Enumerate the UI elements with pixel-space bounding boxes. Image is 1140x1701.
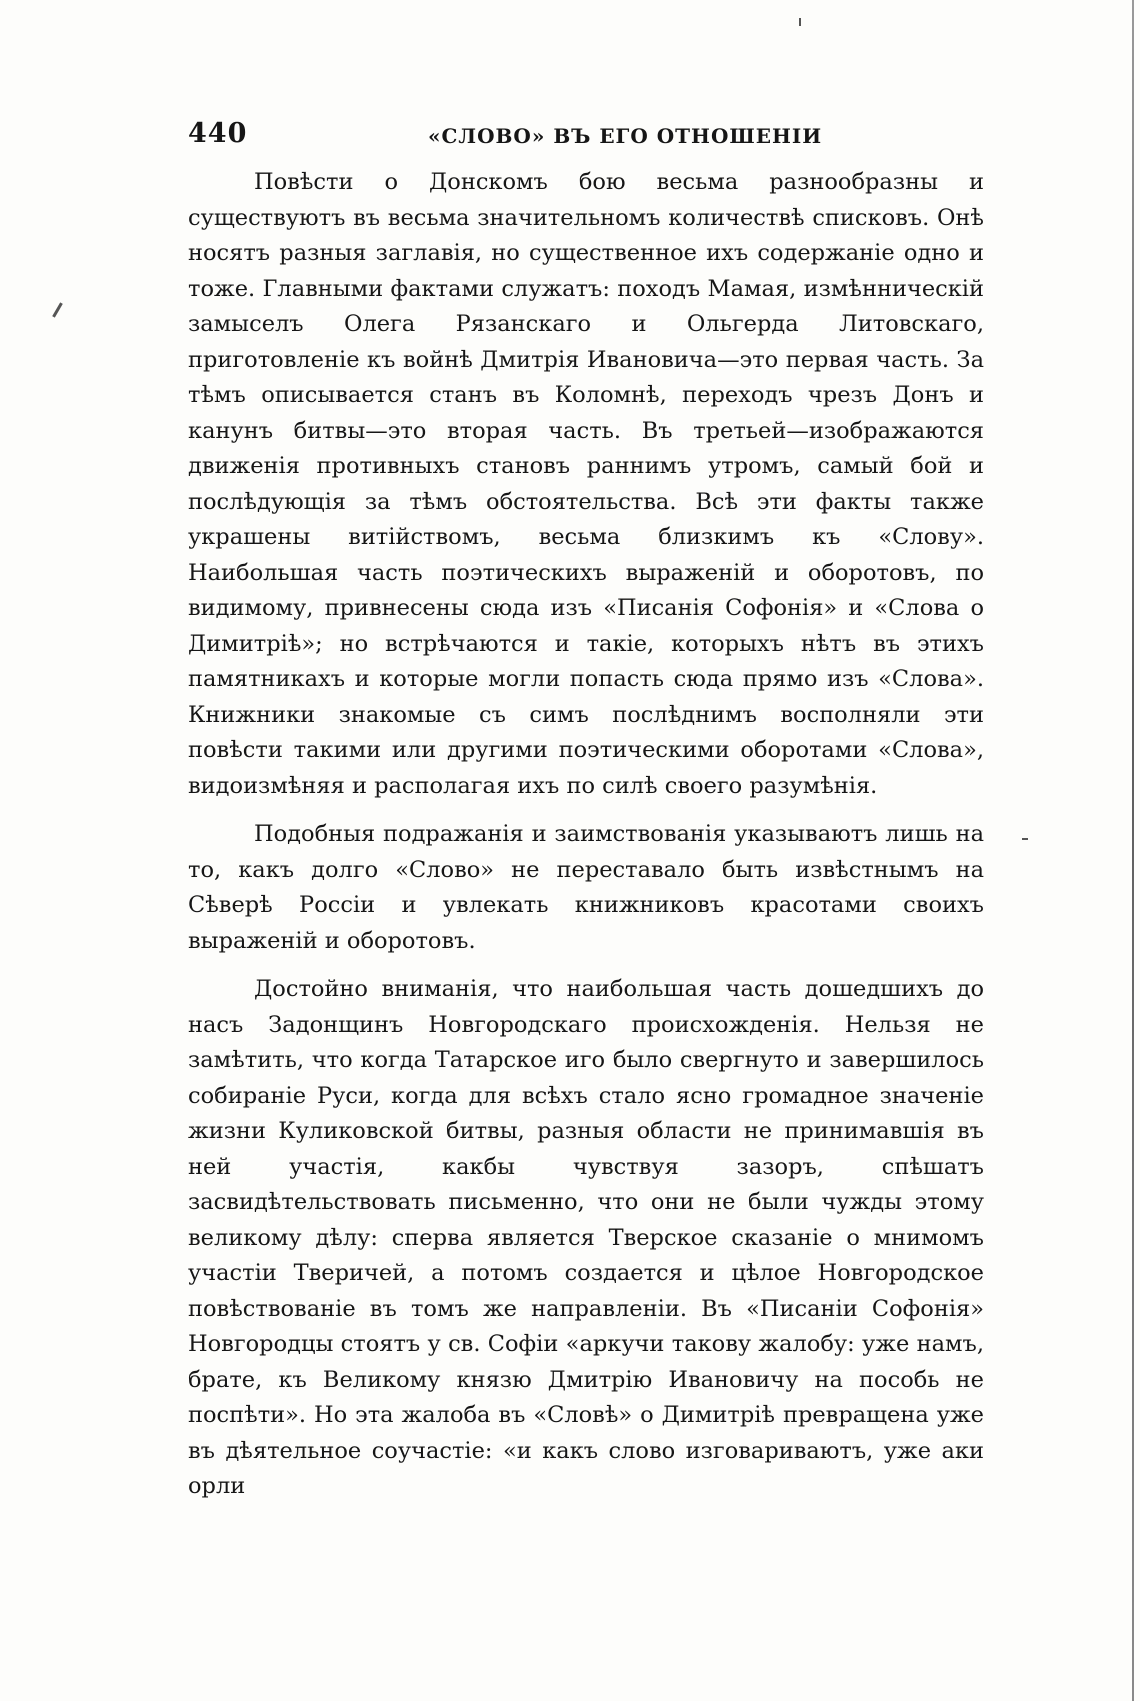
margin-mark — [799, 18, 801, 26]
margin-mark — [52, 302, 63, 317]
paragraph-3: Достойно вниманія, что наибольшая часть дошедшихъ до насъ Задонщинъ Новгородскаго происхожденія. Нельзя не замѣтить, что когда Татарское иго было свергнуто и завершилось собираніе Руси, когда для всѣхъ стало ясно громадное значеніе жизни Куликовской битвы, разныя области не принимавшія въ ней участія, какбы чувствуя зазоръ, спѣшатъ засвидѣтельствовать письменно, что они не были чужды этому великому дѣлу: сперва является Тверское сказаніе о мнимомъ участіи Тверичей, а потомъ создается и цѣлое Новгородское повѣствованіе въ томъ же направленіи. Въ «Писаніи Софонія» Новгородцы стоятъ у св. Софіи «аркучи такову жалобу: уже намъ, брате, къ Великому князю Дмитрію Ивановичу на пособь не поспѣти». Но эта жалоба въ «Словѣ» о Димитріѣ превращена уже въ дѣятельное соучастіе: «и какъ слово изговариваютъ, уже аки орли — [188, 976, 984, 1499]
margin-mark — [1022, 838, 1028, 840]
page-header — [188, 118, 988, 158]
page-number: 440 — [188, 118, 248, 149]
paragraph-1: Повѣсти о Донскомъ бою весьма разнообразны и существуютъ въ весьма значительномъ количествѣ списковъ. Онѣ носятъ разныя заглавія, но существенное ихъ содержаніе одно и тоже. Главными фактами служатъ: походъ Мамая, измѣнническій замыселъ Олега Рязанскаго и Ольгерда Литовскаго, приготовленіе къ войнѣ Дмитрія Ивановича—это первая часть. За тѣмъ описывается станъ въ Коломнѣ, переходъ чрезъ Донъ и канунъ битвы—это вторая часть. Въ третьей—изображаются движенія противныхъ становъ раннимъ утромъ, самый бой и послѣдующія за тѣмъ обстоятельства. Всѣ эти факты также украшены витійствомъ, весьма близкимъ къ «Слову». Наибольшая часть поэтическихъ выраженій и оборотовъ, по видимому, привнесены сюда изъ «Писанія Софонія» и «Слова о Димитріѣ»; но встрѣчаются и такіе, которыхъ нѣтъ въ этихъ памятникахъ и которые могли попасть сюда прямо изъ «Слова». Книжники знакомые съ симъ послѣднимъ восполняли эти повѣсти такими или другими поэтическими оборотами «Слова», видоизмѣняя и располагая ихъ по силѣ своего разумѣнія. — [188, 169, 984, 799]
body-text — [188, 165, 984, 1505]
page-edge — [1132, 0, 1134, 1701]
paragraph-2: Подобныя подражанія и заимствованія указываютъ лишь на то, какъ долго «Слово» не переставало быть извѣстнымъ на Сѣверѣ Россіи и увлекать книжниковъ красотами своихъ выраженій и оборотовъ. — [188, 821, 984, 954]
running-head: «СЛОВО» ВЪ ЕГО ОТНОШЕНІИ — [428, 124, 823, 148]
